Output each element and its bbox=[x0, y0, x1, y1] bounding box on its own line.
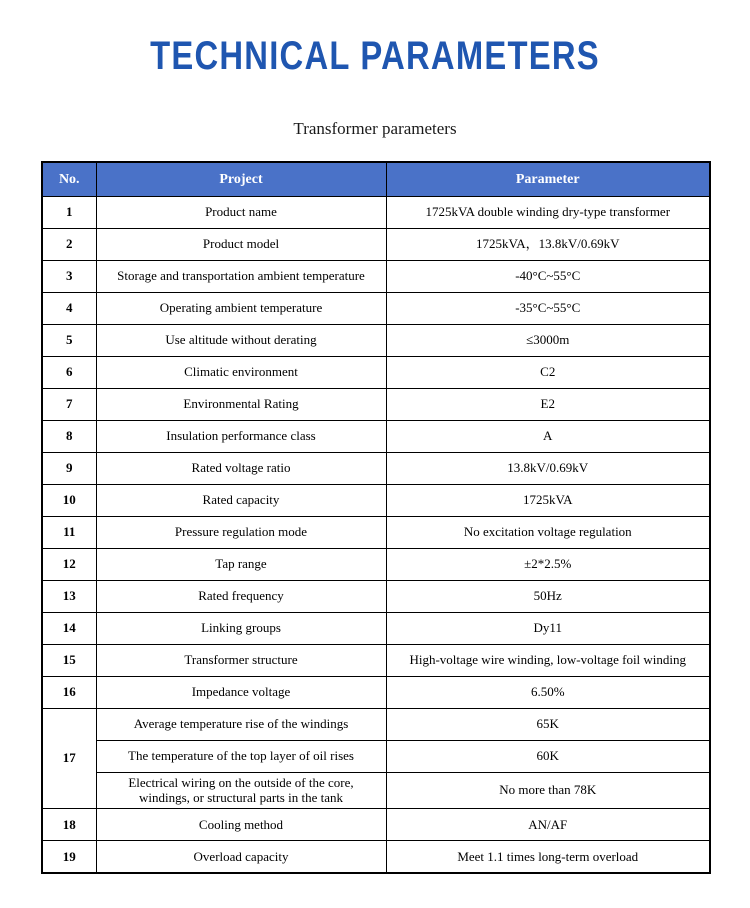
row-parameter: 1725kVA double winding dry-type transformer bbox=[386, 196, 710, 228]
row-number: 8 bbox=[42, 420, 96, 452]
table-header bbox=[42, 162, 710, 196]
row-project-line-1: Electrical wiring on the outside of the core, bbox=[128, 774, 354, 790]
row-number: 14 bbox=[42, 612, 96, 644]
row-parameter: 50Hz bbox=[386, 580, 710, 612]
row-parameter: 6.50% bbox=[386, 676, 710, 708]
row-project: Rated voltage ratio bbox=[96, 452, 386, 484]
row-project: The temperature of the top layer of oil rises bbox=[96, 740, 386, 772]
table-row bbox=[42, 612, 710, 644]
row-project: Storage and transportation ambient temperature bbox=[96, 260, 386, 292]
table-body bbox=[42, 196, 710, 873]
row-project bbox=[96, 772, 386, 809]
row-project: Average temperature rise of the windings bbox=[96, 708, 386, 740]
row-project: Environmental Rating bbox=[96, 388, 386, 420]
table-row-merged-second bbox=[42, 740, 710, 772]
table-row bbox=[42, 452, 710, 484]
column-header-no: No. bbox=[42, 162, 96, 196]
row-parameter: AN/AF bbox=[386, 809, 710, 841]
table-caption: Transformer parameters bbox=[293, 119, 457, 138]
row-project: Impedance voltage bbox=[96, 676, 386, 708]
table-row bbox=[42, 484, 710, 516]
row-parameter: -40°C~55°C bbox=[386, 260, 710, 292]
row-project: Use altitude without derating bbox=[96, 324, 386, 356]
row-parameter: 60K bbox=[386, 740, 710, 772]
row-parameter: Dy11 bbox=[386, 612, 710, 644]
column-header-parameter: Parameter bbox=[386, 162, 710, 196]
table-header-row bbox=[42, 162, 710, 196]
row-parameter: No excitation voltage regulation bbox=[386, 516, 710, 548]
row-number: 9 bbox=[42, 452, 96, 484]
page-title: TECHNICAL PARAMETERS bbox=[150, 34, 600, 78]
row-project: Operating ambient temperature bbox=[96, 292, 386, 324]
row-project-line-2: windings, or structural parts in the tank bbox=[139, 790, 343, 806]
table-row-merged-first bbox=[42, 708, 710, 740]
row-number: 6 bbox=[42, 356, 96, 388]
table-row-merged-third bbox=[42, 772, 710, 809]
row-parameter: ±2*2.5% bbox=[386, 548, 710, 580]
row-parameter: 13.8kV/0.69kV bbox=[386, 452, 710, 484]
row-number: 2 bbox=[42, 228, 96, 260]
row-project: Cooling method bbox=[96, 809, 386, 841]
row-parameter: ≤3000m bbox=[386, 324, 710, 356]
table-row bbox=[42, 420, 710, 452]
row-parameter: -35°C~55°C bbox=[386, 292, 710, 324]
table-row bbox=[42, 356, 710, 388]
row-parameter: No more than 78K bbox=[386, 772, 710, 809]
table-row bbox=[42, 292, 710, 324]
row-number: 13 bbox=[42, 580, 96, 612]
row-number: 15 bbox=[42, 644, 96, 676]
row-project: Rated capacity bbox=[96, 484, 386, 516]
row-parameter: Meet 1.1 times long-term overload bbox=[386, 841, 710, 873]
row-project: Overload capacity bbox=[96, 841, 386, 873]
row-parameter: 1725kVA，13.8kV/0.69kV bbox=[386, 228, 710, 260]
table-row bbox=[42, 228, 710, 260]
table-row bbox=[42, 809, 710, 841]
table-row bbox=[42, 676, 710, 708]
row-project: Product name bbox=[96, 196, 386, 228]
table-row bbox=[42, 841, 710, 873]
row-project: Rated frequency bbox=[96, 580, 386, 612]
row-project: Linking groups bbox=[96, 612, 386, 644]
row-number: 12 bbox=[42, 548, 96, 580]
table-row bbox=[42, 644, 710, 676]
row-project: Pressure regulation mode bbox=[96, 516, 386, 548]
transformer-parameters-table-container bbox=[41, 161, 709, 874]
row-parameter: High-voltage wire winding, low-voltage foil winding bbox=[386, 644, 710, 676]
row-project: Product model bbox=[96, 228, 386, 260]
row-number: 1 bbox=[42, 196, 96, 228]
row-parameter: 65K bbox=[386, 708, 710, 740]
row-parameter: E2 bbox=[386, 388, 710, 420]
table-row bbox=[42, 548, 710, 580]
row-parameter: 1725kVA bbox=[386, 484, 710, 516]
table-row bbox=[42, 196, 710, 228]
row-project: Tap range bbox=[96, 548, 386, 580]
row-number: 5 bbox=[42, 324, 96, 356]
row-parameter: C2 bbox=[386, 356, 710, 388]
table-row bbox=[42, 324, 710, 356]
row-number: 11 bbox=[42, 516, 96, 548]
row-parameter: A bbox=[386, 420, 710, 452]
row-number: 3 bbox=[42, 260, 96, 292]
table-row bbox=[42, 388, 710, 420]
row-number: 4 bbox=[42, 292, 96, 324]
row-project: Insulation performance class bbox=[96, 420, 386, 452]
column-header-project: Project bbox=[96, 162, 386, 196]
row-number: 10 bbox=[42, 484, 96, 516]
row-number-merged: 17 bbox=[42, 708, 96, 809]
row-number: 16 bbox=[42, 676, 96, 708]
row-number: 7 bbox=[42, 388, 96, 420]
row-number: 18 bbox=[42, 809, 96, 841]
table-row bbox=[42, 516, 710, 548]
row-project: Transformer structure bbox=[96, 644, 386, 676]
transformer-parameters-table bbox=[41, 161, 711, 874]
row-project: Climatic environment bbox=[96, 356, 386, 388]
table-row bbox=[42, 260, 710, 292]
table-row bbox=[42, 580, 710, 612]
row-number: 19 bbox=[42, 841, 96, 873]
